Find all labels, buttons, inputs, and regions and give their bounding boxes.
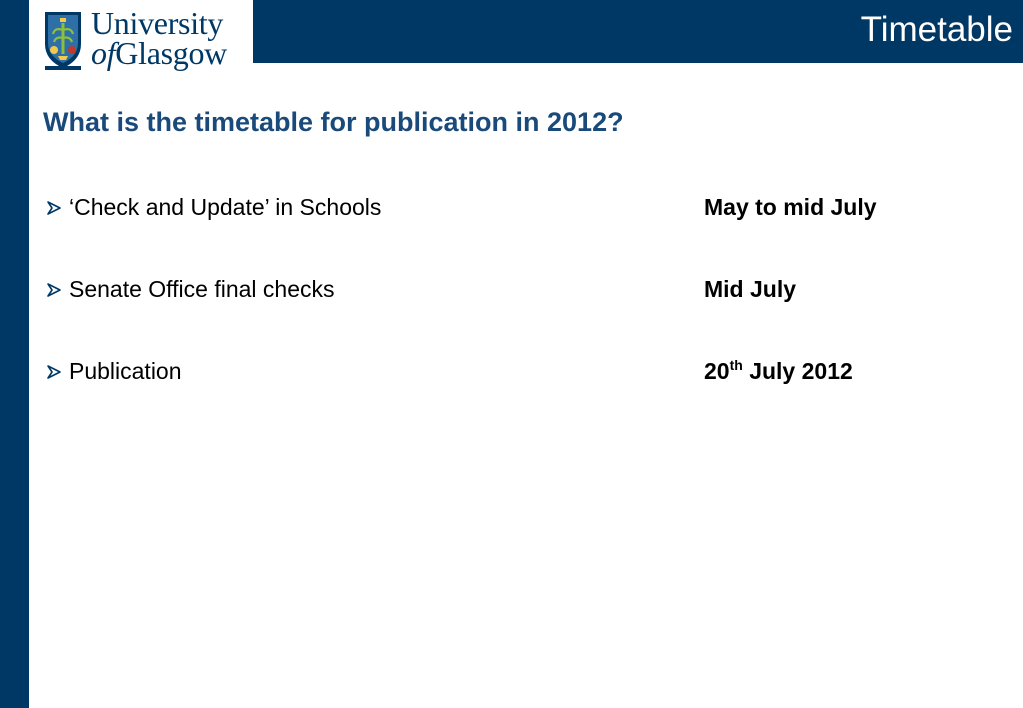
item-label: Publication bbox=[69, 358, 182, 384]
wordmark-line-2 bbox=[91, 36, 227, 70]
university-crest-icon bbox=[43, 10, 83, 70]
slide-title: Timetable bbox=[860, 10, 1013, 49]
arrowhead-bullet-icon bbox=[46, 282, 62, 298]
timetable-item bbox=[46, 355, 976, 387]
date-day: 20 bbox=[704, 358, 730, 384]
wordmark-glasgow: Glasgow bbox=[115, 35, 227, 71]
page-heading: What is the timetable for publication in 2012? bbox=[43, 107, 624, 137]
date-suffix: th bbox=[729, 357, 743, 373]
timetable-item bbox=[46, 273, 976, 305]
left-sidebar-bar bbox=[0, 0, 29, 708]
wordmark-of: of bbox=[91, 35, 116, 71]
item-label: ‘Check and Update’ in Schools bbox=[69, 194, 382, 220]
item-date: Mid July bbox=[704, 276, 797, 302]
arrowhead-bullet-icon bbox=[46, 200, 62, 216]
item-date bbox=[704, 355, 853, 387]
item-date: May to mid July bbox=[704, 194, 877, 220]
timetable-item bbox=[46, 191, 976, 223]
arrowhead-bullet-icon bbox=[46, 364, 62, 380]
wordmark-line-1: University bbox=[91, 5, 224, 41]
item-label: Senate Office final checks bbox=[69, 276, 335, 302]
university-logo bbox=[29, 0, 253, 75]
date-rest: July 2012 bbox=[742, 358, 853, 384]
